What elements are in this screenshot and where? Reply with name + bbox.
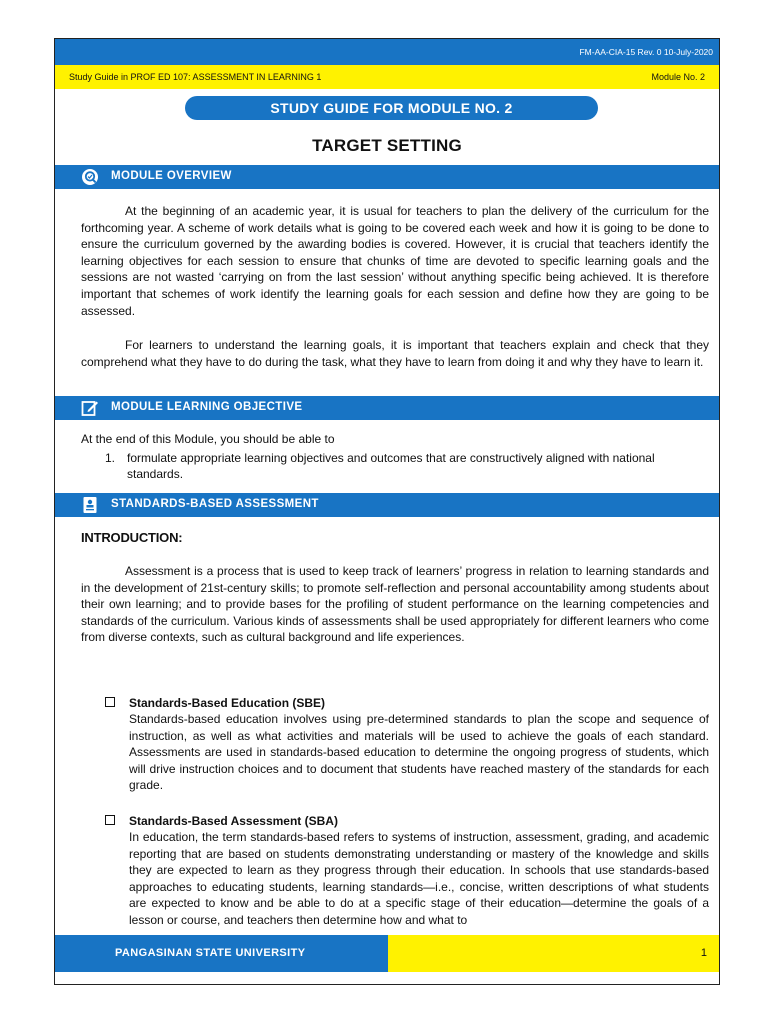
list-item-text: formulate appropriate learning objectives and outcomes that are constructively aligned with national standards. (127, 451, 655, 481)
section-label-sba: STANDARDS-BASED ASSESSMENT (111, 498, 319, 510)
list-item-number: 1. (105, 451, 116, 465)
introduction-heading: INTRODUCTION: (81, 530, 183, 545)
bullet-item-sbe (105, 695, 709, 794)
page-footer (55, 935, 719, 972)
bullet-text: Standards-based education involves using pre-determined standards to plan the scope and sequence of instruction, as well as what activities and materials will be used to achieve the goals of each standard. Assessments are used in standards-based education to determine the ongoing progress of students, which will drive instruction choices and to document that students have reached mastery of the standards for each grade. (129, 712, 709, 793)
objective-intro: At the end of this Module, you should be able to (81, 432, 335, 446)
section-header-overview (55, 165, 719, 189)
bullet-item-sba (105, 813, 709, 929)
university-name: PANGASINAN STATE UNIVERSITY (115, 947, 306, 959)
checkbox-bullet-icon (105, 697, 115, 707)
course-header-bar (55, 65, 719, 89)
section-label-objective: MODULE LEARNING OBJECTIVE (111, 401, 303, 413)
form-code: FM-AA-CIA-15 Rev. 0 10-July-2020 (579, 47, 713, 57)
page-number: 1 (700, 947, 707, 959)
document-icon (81, 496, 99, 514)
footer-yellow-panel (388, 935, 720, 972)
footer-blue-panel (55, 935, 388, 972)
introduction-paragraph: Assessment is a process that is used to keep track of learners’ progress in relation to learning standards and in the development of 21st-century skills; to promote self-reflection and personal accountability among students about their own learning; and to provide bases for the profiling of student performance on the learning competencies and standards of the curriculum. Various kinds of assessments shall be used appropriately for different learners who come from diverse contexts, such as cultural background and life experiences. (81, 564, 709, 645)
section-header-objective (55, 396, 719, 420)
search-icon (81, 168, 99, 186)
study-guide-title: STUDY GUIDE FOR MODULE NO. 2 (185, 96, 598, 120)
section-header-sba (55, 493, 719, 517)
document-page (54, 38, 720, 985)
checkbox-bullet-icon (105, 815, 115, 825)
bullet-heading: Standards-Based Education (SBE) (129, 696, 326, 710)
list-item (105, 450, 695, 482)
page-title: TARGET SETTING (312, 136, 462, 155)
top-header-bar (55, 39, 719, 65)
course-label: Study Guide in PROF ED 107: ASSESSMENT IN LEARNING 1 (69, 72, 322, 82)
overview-paragraph-2: For learners to understand the learning goals, it is important that teachers explain and check that they comprehend what they have to do during the task, what they have to learn from doing it and why they have to learn it. (81, 338, 709, 369)
section-label-overview: MODULE OVERVIEW (111, 170, 232, 182)
bullet-text: In education, the term standards-based refers to systems of instruction, assessment, grading, and academic reporting that are based on students demonstrating understanding or mastery of the knowledge and skills they are expected to learn as they progress through their education. In schools that use standards-based approaches to educating students, learning standards—i.e., concise, written descriptions of what students are expected to know and be able to do at a specific stage of their education—determine the goals of a lesson or course, and teachers then determine how and what to (129, 830, 709, 927)
bullet-heading: Standards-Based Assessment (SBA) (129, 814, 338, 828)
module-label: Module No. 2 (651, 72, 705, 82)
overview-paragraph-1: At the beginning of an academic year, it is usual for teachers to plan the delivery of the curriculum for the forthcoming year. A scheme of work details what is going to be covered each week and how it is going to be done to ensure the curriculum governed by the awarding bodies is covered. However, it is crucial that teachers identify the learning objectives for each session to ensure that chunks of time are devoted to specific learning goals and the sessions are not wasted ‘carrying on from the last session’ without anything specific being achieved. It is therefore important that schemes of work identify the learning goals for each session and define how they are going to be assessed. (81, 204, 709, 318)
edit-icon (81, 399, 99, 417)
